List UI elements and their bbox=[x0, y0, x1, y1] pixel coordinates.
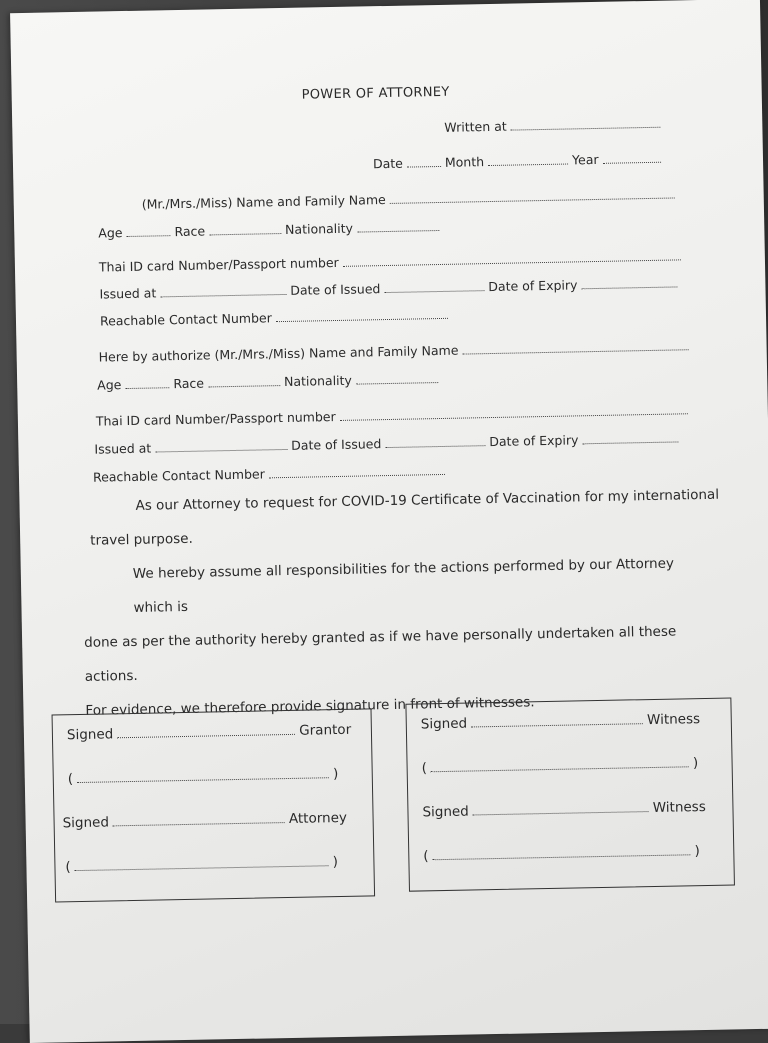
grantor-contact-row bbox=[100, 307, 452, 329]
grantor-signature-field[interactable] bbox=[117, 724, 295, 738]
date-field[interactable] bbox=[407, 156, 441, 168]
witness2-signature-field[interactable] bbox=[473, 801, 649, 815]
grantor-nationality-field[interactable] bbox=[357, 220, 439, 233]
grantor-age-row bbox=[98, 219, 443, 241]
grantor-date-issued-label: Date of Issued bbox=[290, 281, 381, 298]
open-paren: ( bbox=[423, 848, 429, 865]
attorney-signature-field[interactable] bbox=[113, 812, 285, 826]
grantor-name-row bbox=[142, 186, 679, 211]
year-field[interactable] bbox=[602, 152, 660, 164]
attorney-race-field[interactable] bbox=[208, 375, 280, 387]
attorney-date-expiry-field[interactable] bbox=[582, 431, 678, 444]
witness1-printed-name-row bbox=[421, 755, 698, 776]
grantor-signature-row bbox=[67, 722, 352, 743]
grantor-label: Grantor bbox=[299, 721, 352, 739]
witness1-label: Witness bbox=[646, 711, 701, 729]
written-at-row bbox=[444, 116, 665, 135]
grantor-issued-at-label: Issued at bbox=[99, 285, 157, 302]
attorney-nationality-field[interactable] bbox=[356, 372, 438, 385]
witness2-printed-name-row bbox=[423, 843, 700, 864]
close-paren: ) bbox=[692, 755, 699, 772]
attorney-signature-row bbox=[62, 810, 347, 831]
attorney-name-field[interactable] bbox=[462, 339, 688, 354]
attorney-name-row bbox=[99, 338, 693, 364]
witness1-signature-field[interactable] bbox=[471, 713, 643, 727]
purpose-line-1: As our Attorney to request for COVID-19 Certificate of Vaccination for my international bbox=[135, 486, 720, 514]
date-label: Date bbox=[372, 155, 404, 172]
grantor-date-expiry-field[interactable] bbox=[581, 276, 677, 289]
grantor-name-field[interactable] bbox=[390, 187, 675, 203]
attorney-signed-label: Signed bbox=[62, 814, 110, 832]
witness-signature-box bbox=[405, 697, 735, 891]
document-title: POWER OF ATTORNEY bbox=[301, 84, 450, 103]
attorney-contact-row bbox=[93, 463, 449, 485]
attorney-printed-name-row bbox=[65, 854, 338, 875]
witness1-signed-label: Signed bbox=[420, 715, 468, 733]
document-page bbox=[10, 0, 768, 1043]
grantor-attorney-signature-box bbox=[52, 708, 376, 902]
grantor-id-field[interactable] bbox=[343, 249, 681, 266]
witness1-printed-name-field[interactable] bbox=[431, 756, 689, 772]
open-paren: ( bbox=[67, 771, 74, 788]
responsibility-line-1: We hereby assume all responsibilities for the actions performed by our Attorney which is bbox=[132, 555, 675, 616]
grantor-name-label: (Mr./Mrs./Miss) Name and Family Name bbox=[141, 192, 386, 212]
attorney-contact-field[interactable] bbox=[269, 464, 445, 478]
date-row bbox=[373, 151, 665, 172]
responsibility-line-2: done as per the authority hereby granted as if we have personally undertaken all these actions. bbox=[84, 623, 677, 685]
attorney-age-label: Age bbox=[97, 377, 122, 393]
witness1-signature-row bbox=[421, 711, 701, 732]
grantor-issued-row bbox=[99, 275, 681, 301]
attorney-label: Attorney bbox=[288, 809, 348, 827]
witness2-signature-row bbox=[422, 799, 706, 820]
open-paren: ( bbox=[421, 760, 428, 777]
grantor-printed-name-row bbox=[68, 766, 339, 787]
grantor-age-field[interactable] bbox=[126, 225, 170, 237]
written-at-field[interactable] bbox=[511, 117, 661, 131]
attorney-issued-row bbox=[94, 430, 682, 456]
attorney-id-field[interactable] bbox=[340, 403, 688, 421]
close-paren: ) bbox=[332, 854, 339, 871]
purpose-line-2: travel purpose. bbox=[90, 530, 193, 549]
grantor-date-issued-field[interactable] bbox=[384, 280, 484, 293]
attorney-contact-label: Reachable Contact Number bbox=[92, 466, 265, 485]
grantor-race-field[interactable] bbox=[209, 223, 281, 235]
attorney-age-field[interactable] bbox=[125, 377, 169, 389]
year-label: Year bbox=[571, 151, 599, 168]
grantor-nationality-label: Nationality bbox=[284, 220, 354, 237]
grantor-id-row bbox=[99, 248, 685, 274]
attorney-date-expiry-label: Date of Expiry bbox=[489, 432, 579, 450]
witness2-label: Witness bbox=[652, 798, 706, 817]
written-at-label: Written at bbox=[444, 118, 507, 135]
grantor-id-label: Thai ID card Number/Passport number bbox=[98, 254, 339, 275]
attorney-issued-at-field[interactable] bbox=[155, 439, 287, 453]
attorney-id-label: Thai ID card Number/Passport number bbox=[95, 409, 336, 429]
attorney-age-row bbox=[97, 371, 442, 393]
purpose-paragraph bbox=[89, 478, 720, 558]
close-paren: ) bbox=[332, 766, 339, 783]
open-paren: ( bbox=[65, 859, 71, 876]
attorney-race-label: Race bbox=[173, 375, 205, 392]
grantor-issued-at-field[interactable] bbox=[160, 284, 286, 297]
grantor-race-label: Race bbox=[174, 223, 206, 240]
grantor-age-label: Age bbox=[98, 225, 123, 241]
responsibility-line-3: For evidence, we therefore provide signature in front of witnesses. bbox=[85, 694, 535, 719]
grantor-contact-label: Reachable Contact Number bbox=[99, 310, 272, 329]
grantor-printed-name-field[interactable] bbox=[77, 767, 329, 783]
witness2-signed-label: Signed bbox=[422, 803, 469, 821]
attorney-issued-at-label: Issued at bbox=[94, 440, 152, 457]
month-field[interactable] bbox=[488, 154, 568, 167]
attorney-printed-name-field[interactable] bbox=[75, 855, 329, 871]
attorney-nationality-label: Nationality bbox=[283, 372, 353, 390]
month-label: Month bbox=[444, 154, 485, 170]
close-paren: ) bbox=[694, 843, 700, 860]
grantor-signed-label: Signed bbox=[66, 726, 114, 744]
attorney-date-issued-field[interactable] bbox=[385, 435, 485, 448]
attorney-id-row bbox=[96, 402, 692, 428]
grantor-contact-field[interactable] bbox=[276, 308, 448, 322]
grantor-date-expiry-label: Date of Expiry bbox=[488, 277, 578, 295]
attorney-date-issued-label: Date of Issued bbox=[291, 436, 382, 453]
witness2-printed-name-field[interactable] bbox=[432, 844, 690, 860]
attorney-name-label: Here by authorize (Mr./Mrs./Miss) Name and Family Name bbox=[98, 342, 459, 365]
